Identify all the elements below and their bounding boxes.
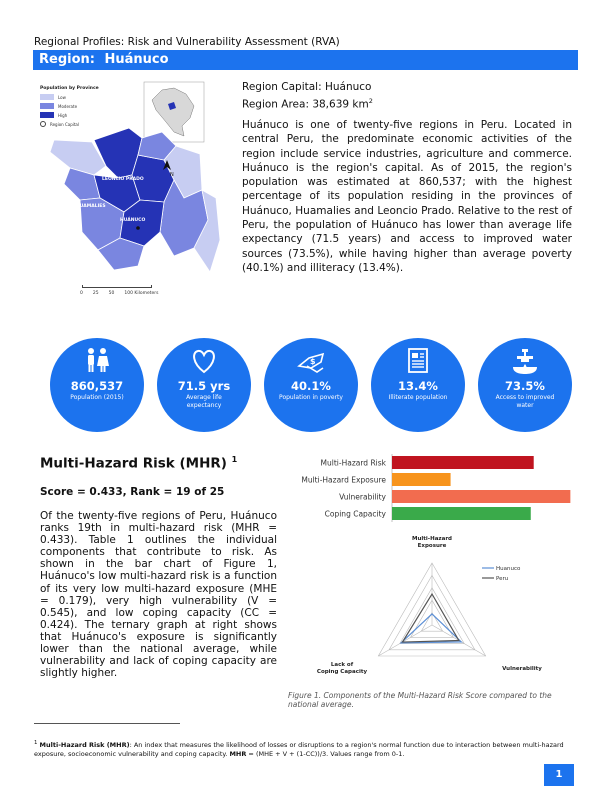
legend-label: Low	[58, 94, 66, 100]
stat-label: Illiterate population	[388, 394, 448, 401]
mhr-radar-chart	[282, 530, 582, 685]
capital-marker-icon	[136, 226, 140, 230]
region-name: Huánuco	[104, 52, 169, 67]
bar-multi-hazard-exposure	[392, 473, 451, 486]
bar-coping-capacity	[392, 507, 531, 520]
stat-value: 73.5%	[505, 379, 545, 393]
peru-inset-map	[144, 82, 204, 142]
money-hand-icon	[293, 346, 329, 374]
scale-label: 50	[108, 291, 115, 296]
radar-axis-label: Multi-Hazard Exposure	[412, 536, 452, 549]
bar-category-label: Coping Capacity	[324, 509, 386, 519]
radar-axis-label: Vulnerability	[502, 666, 542, 672]
radar-series-peru	[402, 594, 458, 642]
map-label-huamalies: HUAMALIES	[76, 204, 106, 209]
region-banner	[33, 50, 578, 70]
region-capital-block	[242, 80, 373, 112]
province-map	[34, 80, 234, 305]
figure-caption: Figure 1. Components of the Multi-Hazard Risk Score compared to the national average.	[288, 691, 552, 709]
water-tap-icon	[507, 346, 543, 374]
stat-label: Access to improved water	[495, 394, 555, 409]
region-label: Region:	[39, 52, 95, 67]
legend-label: High	[58, 112, 68, 118]
legend-label: Region Capital	[50, 121, 79, 127]
mhr-bar-chart	[282, 454, 582, 522]
page-number: 1	[544, 764, 574, 786]
map-label-huanuco: HUÁNUCO	[120, 218, 146, 223]
map-label-leoncio-prado: LEONCIO PRADO	[102, 177, 144, 182]
stat-circle	[50, 338, 144, 432]
people-icon	[79, 346, 115, 374]
map-scale-bar	[82, 285, 152, 288]
stat-label: Population (2015)	[70, 394, 124, 401]
svg-text:$: $	[310, 357, 316, 366]
heart-icon	[186, 346, 222, 374]
mhr-heading: Multi-Hazard Risk (MHR) $^1$	[40, 455, 238, 472]
footnote: $^1$ Multi-Hazard Risk (MHR): An index that measures the likelihood of losses or disruptions to a region's normal function due to interaction between multi-hazard exposure, socioeconomic vulnerability and coping capacity. MHR = (MHE + V + (1-CC))/3. Values range from 0-1.	[34, 740, 564, 758]
radar-legend-label: Peru	[496, 576, 509, 582]
legend-label: Moderate	[58, 103, 78, 109]
radar-legend-label: Huanuco	[496, 566, 521, 572]
scale-label: 0	[80, 291, 83, 296]
region-intro-paragraph: Huánuco is one of twenty-five regions in Peru. Located in central Peru, the predominate economic activities of the region include service industries, agriculture and commerce. Huánuco is the region's capital. As of 2015, the region's population was estimated at 860,537; with the highest percentage of its population residing in the provinces of Huánuco, Huamalies and Leoncio Prado. Relative to the rest of Peru, the population of Huánuco has lower than average life expectancy (71.5 years) and access to improved water sources (73.5%), while having higher than average poverty (40.1%) and illiteracy (13.4%).	[242, 119, 572, 274]
north-arrow-label: N	[170, 172, 174, 178]
stat-label: Population in poverty	[279, 394, 343, 401]
stat-value: 40.1%	[291, 379, 331, 393]
stat-circle	[264, 338, 358, 432]
province-polygons	[50, 128, 220, 272]
bar-category-label: Vulnerability	[339, 492, 386, 502]
mhr-score: Score = 0.433, Rank = 19 of 25	[40, 486, 225, 498]
stat-circle	[157, 338, 251, 432]
stat-circle	[371, 338, 465, 432]
region-area: Region Area: 38,639 $km^2$	[242, 97, 373, 111]
document-icon	[400, 346, 436, 374]
mhr-paragraph: Of the twenty-five regions of Peru, Huánuco ranks 19th in multi-hazard risk (MHR = 0.433). Table 1 outlines the individual components that contribute to risk. As shown in the bar chart of Figure 1, Huánuco's low multi-hazard risk is a function of its very low multi-hazard exposure (MHE = 0.179), very high vulnerability (V = 0.545), and low coping capacity (CC = 0.424). The ternary graph at right shows that Huánuco's exposure is significantly lower than the national average, while vulnerability and lack of coping capacity are slightly higher.	[40, 510, 277, 680]
stat-value: 860,537	[70, 379, 124, 393]
stat-circle	[478, 338, 572, 432]
map-legend-title: Population by Province	[40, 86, 99, 91]
bar-multi-hazard-risk	[392, 456, 534, 469]
radar-axis-label: Lack of Coping Capacity	[316, 662, 368, 675]
map-scale-labels	[80, 291, 158, 296]
document-header: Regional Profiles: Risk and Vulnerability Assessment (RVA)	[34, 36, 340, 48]
footnote-divider	[34, 723, 180, 724]
scale-label: 100 Kilometers	[124, 291, 159, 296]
key-stats-row	[50, 338, 570, 434]
bar-vulnerability	[392, 490, 570, 503]
stat-label: Average life expectancy	[186, 394, 222, 409]
region-capital: Region Capital: Huánuco	[242, 81, 372, 93]
map-shapes	[34, 80, 234, 305]
scale-label: 25	[92, 291, 99, 296]
stat-value: 13.4%	[398, 379, 438, 393]
radar-axis	[378, 625, 432, 656]
stat-value: 71.5 yrs	[177, 379, 231, 393]
bar-category-label: Multi-Hazard Exposure	[301, 475, 386, 485]
bar-category-label: Multi-Hazard Risk	[320, 458, 386, 468]
